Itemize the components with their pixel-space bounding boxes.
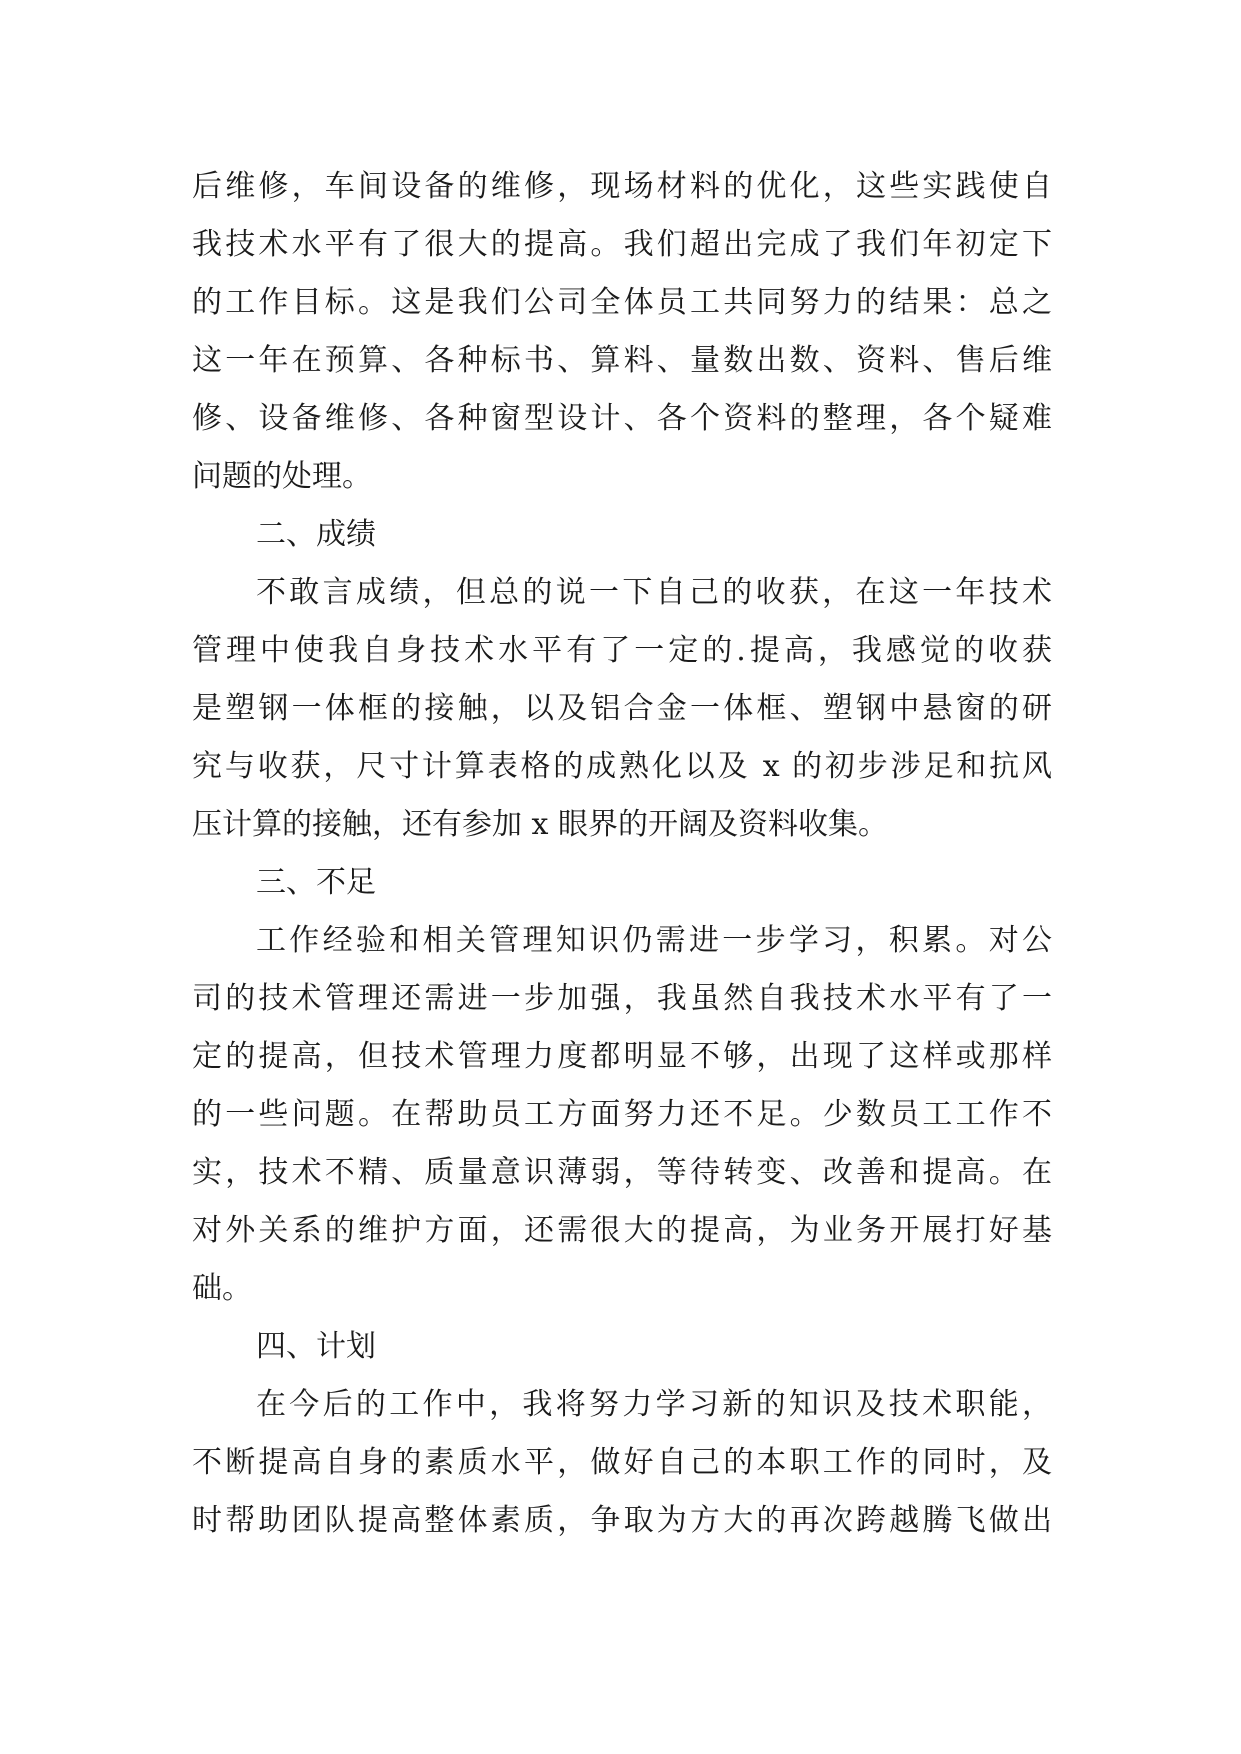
paragraph-line: 压计算的接触，还有参加 x 眼界的开阔及资料收集。	[192, 807, 888, 842]
paragraph-line: 这一年在预算、各种标书、算料、量数出数、资料、售后维	[192, 343, 1052, 378]
paragraph-line: 管理中使我自身技术水平有了一定的.提高，我感觉的收获	[192, 633, 1052, 668]
paragraph-line: 修、设备维修、各种窗型设计、各个资料的整理，各个疑难	[192, 401, 1052, 436]
paragraph-line: 工作经验和相关管理知识仍需进一步学习，积累。对公	[256, 923, 1052, 958]
section-heading-shortcomings: 三、不足	[256, 865, 376, 900]
section-heading-plan: 四、计划	[256, 1329, 376, 1364]
paragraph-line: 的一些问题。在帮助员工方面努力还不足。少数员工工作不	[192, 1097, 1052, 1132]
paragraph-line: 时帮助团队提高整体素质，争取为方大的再次跨越腾飞做出	[192, 1503, 1052, 1538]
paragraph-line: 问题的处理。	[192, 459, 372, 494]
paragraph-line: 我技术水平有了很大的提高。我们超出完成了我们年初定下	[192, 227, 1052, 262]
paragraph-line: 不敢言成绩，但总的说一下自己的收获，在这一年技术	[256, 575, 1052, 610]
paragraph-line: 究与收获，尺寸计算表格的成熟化以及 x 的初步涉足和抗风	[192, 749, 1052, 784]
paragraph-line: 是塑钢一体框的接触，以及铝合金一体框、塑钢中悬窗的研	[192, 691, 1052, 726]
paragraph-line: 的工作目标。这是我们公司全体员工共同努力的结果：总之	[192, 285, 1052, 320]
paragraph-line: 后维修，车间设备的维修，现场材料的优化，这些实践使自	[192, 169, 1052, 204]
section-heading-achievements: 二、成绩	[256, 517, 376, 552]
paragraph-line: 础。	[192, 1271, 252, 1306]
paragraph-line: 司的技术管理还需进一步加强，我虽然自我技术水平有了一	[192, 981, 1052, 1016]
paragraph-line: 实，技术不精、质量意识薄弱，等待转变、改善和提高。在	[192, 1155, 1052, 1190]
paragraph-line: 对外关系的维护方面，还需很大的提高，为业务开展打好基	[192, 1213, 1052, 1248]
document-body	[192, 158, 1052, 1550]
paragraph-line: 定的提高，但技术管理力度都明显不够，出现了这样或那样	[192, 1039, 1052, 1074]
paragraph-line: 不断提高自身的素质水平，做好自己的本职工作的同时，及	[192, 1445, 1052, 1480]
paragraph-line: 在今后的工作中，我将努力学习新的知识及技术职能，	[256, 1387, 1052, 1422]
